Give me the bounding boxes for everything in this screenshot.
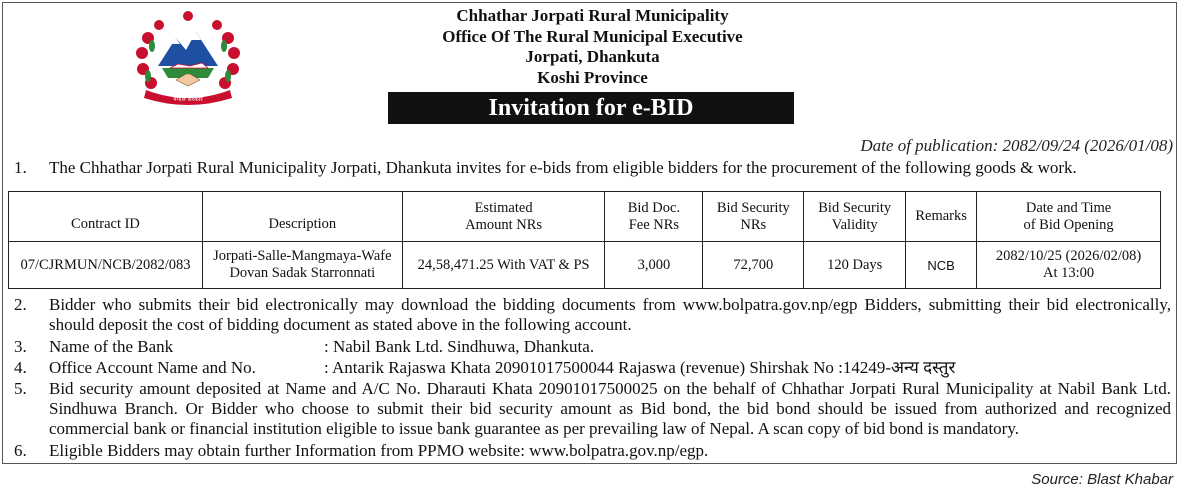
clause-number: 4. <box>14 358 27 377</box>
clause-number: 2. <box>14 295 27 314</box>
clause-1 <box>14 158 1171 178</box>
header-estimated-amount: Estimated Amount NRs <box>402 192 605 242</box>
issuer-header <box>380 6 805 88</box>
clause-5 <box>14 379 1171 439</box>
header-bid-opening: Date and Time of Bid Opening <box>977 192 1161 242</box>
municipality-name: Chhathar Jorpati Rural Municipality <box>456 6 729 25</box>
clause-number: 1. <box>14 158 27 177</box>
office-location: Jorpati, Dhankuta <box>525 47 660 66</box>
clause-text: Bidder who submits their bid electronically may download the bidding documents from www.bolpatra.gov.np/egp Bidders, submitting their bid electronically, should deposit the cost of bidding document as stated above in the following account. <box>49 295 1171 334</box>
notice-title-banner: Invitation for e-BID <box>388 92 794 124</box>
province-name: Koshi Province <box>537 67 648 87</box>
header-remarks: Remarks <box>906 192 977 242</box>
clause-6 <box>14 441 1171 461</box>
emblem-motto: नेपाल सरकार <box>173 96 203 103</box>
office-name: Office Of The Rural Municipal Executive <box>442 26 743 46</box>
clause-number: 3. <box>14 337 27 356</box>
table-header-row <box>9 192 1161 242</box>
table-row <box>9 242 1161 289</box>
clause-label: Name of the Bank <box>49 337 174 356</box>
header-security-validity: Bid Security Validity <box>804 192 906 242</box>
cell-security-validity: 120 Days <box>804 242 906 289</box>
cell-description: Jorpati-Salle-Mangmaya-Wafe Dovan Sadak Starronnati <box>202 242 402 289</box>
header-contract-id: Contract ID <box>9 192 203 242</box>
source-credit: Source: Blast Khabar <box>1031 471 1173 488</box>
clause-value: : Nabil Bank Ltd. Sindhuwa, Dhankuta. <box>324 337 595 356</box>
clause-3 <box>14 337 1171 357</box>
cell-bid-security: 72,700 <box>703 242 804 289</box>
clause-text: The Chhathar Jorpati Rural Municipality Jorpati, Dhankuta invites for e-bids from eligible bidders for the procurement of the following goods & work. <box>49 158 1077 177</box>
header-bid-doc-fee: Bid Doc. Fee NRs <box>605 192 703 242</box>
publication-date: Date of publication: 2082/09/24 (2026/01/08) <box>860 136 1173 155</box>
clause-4 <box>14 358 1171 378</box>
clause-label: Office Account Name and No. <box>49 358 256 377</box>
cell-bid-doc-fee: 3,000 <box>605 242 703 289</box>
cell-bid-opening: 2082/10/25 (2026/02/08) At 13:00 <box>977 242 1161 289</box>
clause-number: 6. <box>14 441 27 460</box>
cell-contract-id: 07/CJRMUN/NCB/2082/083 <box>9 242 203 289</box>
header-description: Description <box>202 192 402 242</box>
government-emblem <box>128 8 248 108</box>
clause-text: Eligible Bidders may obtain further Information from PPMO website: www.bolpatra.gov.np/egp. <box>49 441 709 460</box>
cell-estimated-amount: 24,58,471.25 With VAT & PS <box>402 242 605 289</box>
clause-number: 5. <box>14 379 27 398</box>
header-bid-security: Bid Security NRs <box>703 192 804 242</box>
clause-2 <box>14 295 1171 335</box>
clause-value: : Antarik Rajaswa Khata 20901017500044 Rajaswa (revenue) Shirshak No :14249-अन्य दस्तुर <box>324 358 956 377</box>
bid-table <box>8 191 1161 289</box>
cell-remarks: NCB <box>906 242 977 289</box>
clause-text: Bid security amount deposited at Name and A/C No. Dharauti Khata 20901017500025 on the behalf of Chhathar Jorpati Rural Municipality at Nabil Bank Ltd. Sindhuwa Branch. Or Bidder who choose to submit their bid security amount as Bid bond, the bid bond should be issued from authorized and recognized commercial bank or financial institution eligible to issue bank guarantee as per prevailing law of Nepal. A scan copy of bid bond is mandatory. <box>49 379 1171 438</box>
